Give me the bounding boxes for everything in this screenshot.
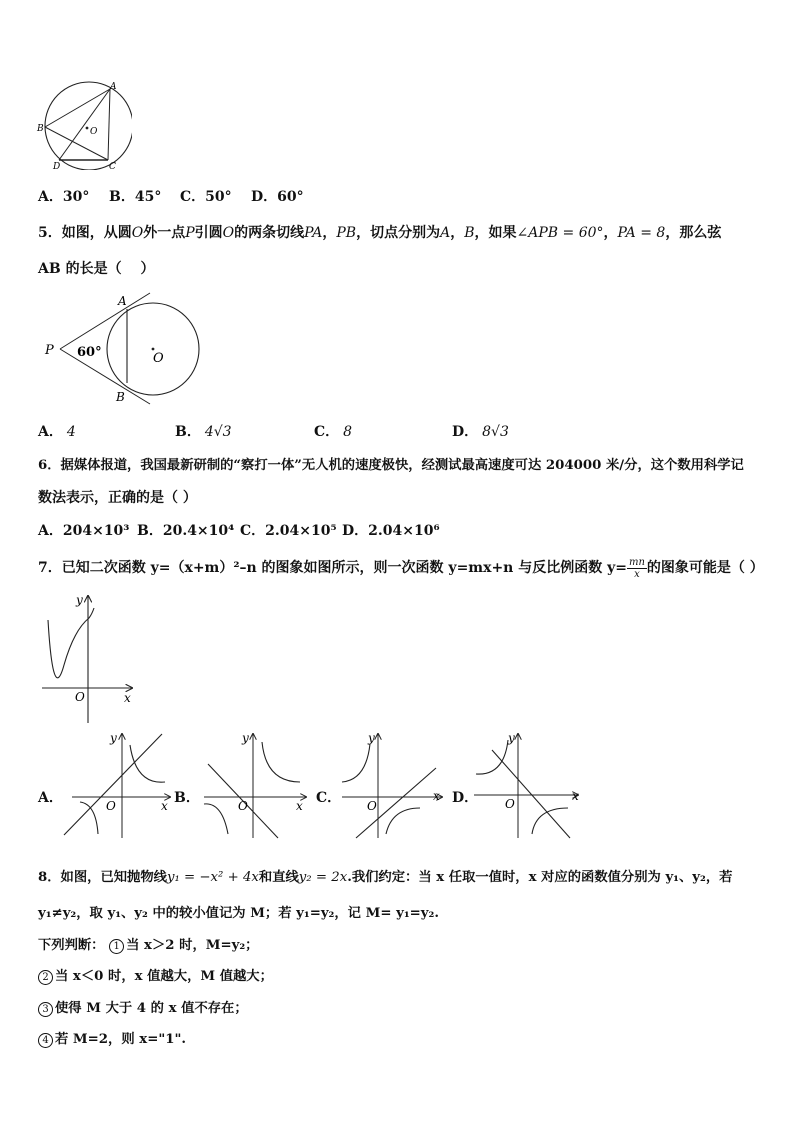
label-x: x	[296, 799, 303, 813]
q5-option-b-label: B．	[175, 424, 201, 440]
circled-number-2: 2	[38, 970, 53, 985]
q5-option-b-value: 4√3	[204, 424, 232, 440]
label-x: x	[161, 799, 168, 813]
q8-text: .我们约定：当 x 任取一值时，x 对应的函数值分别为 y₁、y₂，若	[347, 870, 733, 885]
q5-option-a-label: A．	[38, 424, 63, 440]
q5-option-c-value: 8	[343, 424, 353, 440]
q8-parabola-expr: y₁ = −x² + 4x	[166, 870, 259, 885]
circled-number-4: 4	[38, 1033, 53, 1048]
q8-judgement-4: 若 M=2，则 x="1".	[55, 1032, 187, 1047]
q8-judgement-2: 当 x＜0 时，x 值越大，M 值越大；	[55, 969, 273, 984]
q7-label-y: y	[76, 593, 83, 607]
q5-option-d-label: D．	[452, 424, 479, 440]
q4-chord-BC	[45, 127, 108, 160]
hyperbola-branch-1	[342, 744, 370, 782]
q4-figure	[32, 78, 132, 170]
linear-function-line	[64, 734, 162, 835]
q8-question-line1	[38, 869, 732, 887]
hyperbola-branch-2	[386, 808, 420, 834]
q7-fraction	[627, 557, 647, 580]
hyperbola-branch-1	[476, 740, 508, 774]
label-y: y	[368, 731, 375, 745]
q4-option-a: A．30°	[38, 189, 90, 205]
q7-question	[38, 556, 764, 580]
q5-label-O: O	[153, 351, 164, 366]
q5-tangent-PA	[60, 293, 150, 349]
q5-angle-label: 60°	[77, 345, 102, 360]
q7-option-c-graph	[336, 730, 451, 840]
q8-judgement-heading	[38, 937, 258, 955]
q5-label-A: A	[118, 294, 127, 308]
q8-judgement-3: 使得 M 大于 4 的 x 值不存在；	[55, 1001, 248, 1016]
label-O: O	[106, 799, 116, 813]
q7-option-b-graph	[198, 730, 313, 840]
q5-figure	[38, 288, 208, 408]
q5-option-d	[452, 421, 509, 441]
hyperbola-branch-2	[80, 802, 98, 834]
q5-text: ，那么弦	[665, 225, 722, 241]
q4-label-A: A	[110, 82, 117, 92]
q5-center-dot	[152, 348, 155, 351]
q6-option-d: D．2.04×10⁶	[342, 523, 440, 539]
q8-line-expr: y₂ = 2x	[298, 870, 348, 885]
q7-option-d-graph	[470, 730, 585, 840]
q5-text: 5．如图，从圆	[38, 225, 132, 241]
q4-chord-AC	[108, 89, 110, 160]
q8-judgement-2-row	[38, 968, 273, 986]
q7-parabola-graph	[38, 590, 138, 725]
q5-option-b	[175, 421, 232, 441]
q7-text: 的图象可能是（ ）	[646, 560, 764, 576]
q8-judgement-1: 当 x＞2 时，M=y₂；	[126, 938, 259, 953]
q6-question-line2: 数法表示，正确的是（ ）	[38, 490, 197, 506]
q5-var: P	[185, 225, 195, 241]
q7-text: 7．已知二次函数 y=（x+m）²–n 的图象如图所示，则一次函数 y=mx+n 与反比例函数 y=	[38, 560, 627, 576]
label-O: O	[505, 797, 515, 811]
q4-chord-BA	[45, 89, 110, 127]
q5-var: PA	[304, 225, 323, 241]
q4-label-B: B	[37, 124, 44, 134]
q4-label-O: O	[90, 127, 98, 137]
q4-chord-AD	[59, 89, 110, 160]
q5-question-line2: AB 的长是（ ）	[38, 261, 155, 277]
q5-var: B	[464, 225, 475, 241]
q4-label-C: C	[109, 162, 116, 170]
q5-var: PB	[336, 225, 357, 241]
q5-angle-expr: ∠APB = 60°	[516, 225, 604, 241]
q6-option-a: A．204×10³	[38, 523, 130, 539]
q7-fraction-numerator: mn	[628, 556, 645, 568]
q4-option-d: D．60°	[251, 189, 304, 205]
q7-fraction-denominator: x	[634, 568, 640, 580]
hyperbola-branch-2	[204, 804, 228, 834]
q5-text: ，	[322, 225, 337, 241]
q5-text: ，如果	[474, 225, 517, 241]
q8-question-line2: y₁≠y₂，取 y₁、y₂ 中的较小值记为 M；若 y₁=y₂，记 M= y₁=y₂.	[38, 906, 439, 921]
q5-var: O	[222, 225, 235, 241]
q7-label-O: O	[75, 690, 85, 704]
q4-option-c: C．50°	[180, 189, 232, 205]
q7-option-c-label: C．	[316, 790, 342, 806]
label-x: x	[572, 789, 579, 803]
q4-option-b: B．45°	[109, 189, 162, 205]
q5-option-a	[38, 421, 76, 441]
q5-question-line1	[38, 224, 721, 242]
linear-function-line	[492, 750, 570, 838]
q5-option-d-value: 8√3	[482, 424, 509, 440]
hyperbola-branch-1	[262, 742, 300, 782]
label-O: O	[367, 799, 377, 813]
q5-text: 引圆	[194, 225, 223, 241]
label-y: y	[242, 731, 249, 745]
label-x: x	[433, 789, 440, 803]
q7-option-b-label: B．	[174, 790, 200, 806]
q8-text: 和直线	[258, 870, 299, 885]
q7-label-x: x	[124, 691, 131, 705]
q7-option-a-label: A．	[38, 790, 63, 806]
q5-option-c-label: C．	[314, 424, 340, 440]
q5-option-c	[314, 421, 352, 441]
q7-option-a-graph	[60, 730, 175, 840]
q5-option-a-value: 4	[66, 424, 76, 440]
q5-tangent-PB	[60, 349, 150, 404]
q7-parabola	[48, 608, 94, 678]
q4-label-D: D	[53, 162, 61, 170]
hyperbola-branch-1	[130, 745, 165, 782]
q5-text: 外一点	[143, 225, 186, 241]
q5-text: ，	[603, 225, 618, 241]
q6-option-b: B．20.4×10⁴	[137, 523, 235, 539]
q6-option-c: C．2.04×10⁵	[240, 523, 337, 539]
q5-var: A	[440, 225, 451, 241]
q4-circle	[45, 82, 132, 170]
q8-judgement-3-row	[38, 1000, 248, 1018]
q5-label-P: P	[45, 343, 54, 358]
q5-eq-expr: PA = 8	[617, 225, 666, 241]
circled-number-1: 1	[109, 939, 124, 954]
q5-var: O	[131, 225, 144, 241]
q5-text: 的两条切线	[234, 225, 305, 241]
q5-text: ，切点分别为	[356, 225, 441, 241]
q6-question-line1: 6．据媒体报道，我国最新研制的“察打一体”无人机的速度极快，经测试最高速度可达 204000 米/分，这个数用科学记	[38, 458, 744, 473]
q8-text: 下列判断：	[38, 938, 105, 953]
q5-text: ，	[450, 225, 465, 241]
q7-option-d-label: D．	[452, 790, 479, 806]
q8-judgement-4-row	[38, 1031, 186, 1049]
label-y: y	[508, 731, 515, 745]
q4-center-dot	[86, 127, 89, 130]
q8-text: 8．如图，已知抛物线	[38, 870, 167, 885]
q5-label-B: B	[116, 390, 125, 404]
circled-number-3: 3	[38, 1002, 53, 1017]
label-y: y	[110, 731, 117, 745]
label-O: O	[238, 799, 248, 813]
